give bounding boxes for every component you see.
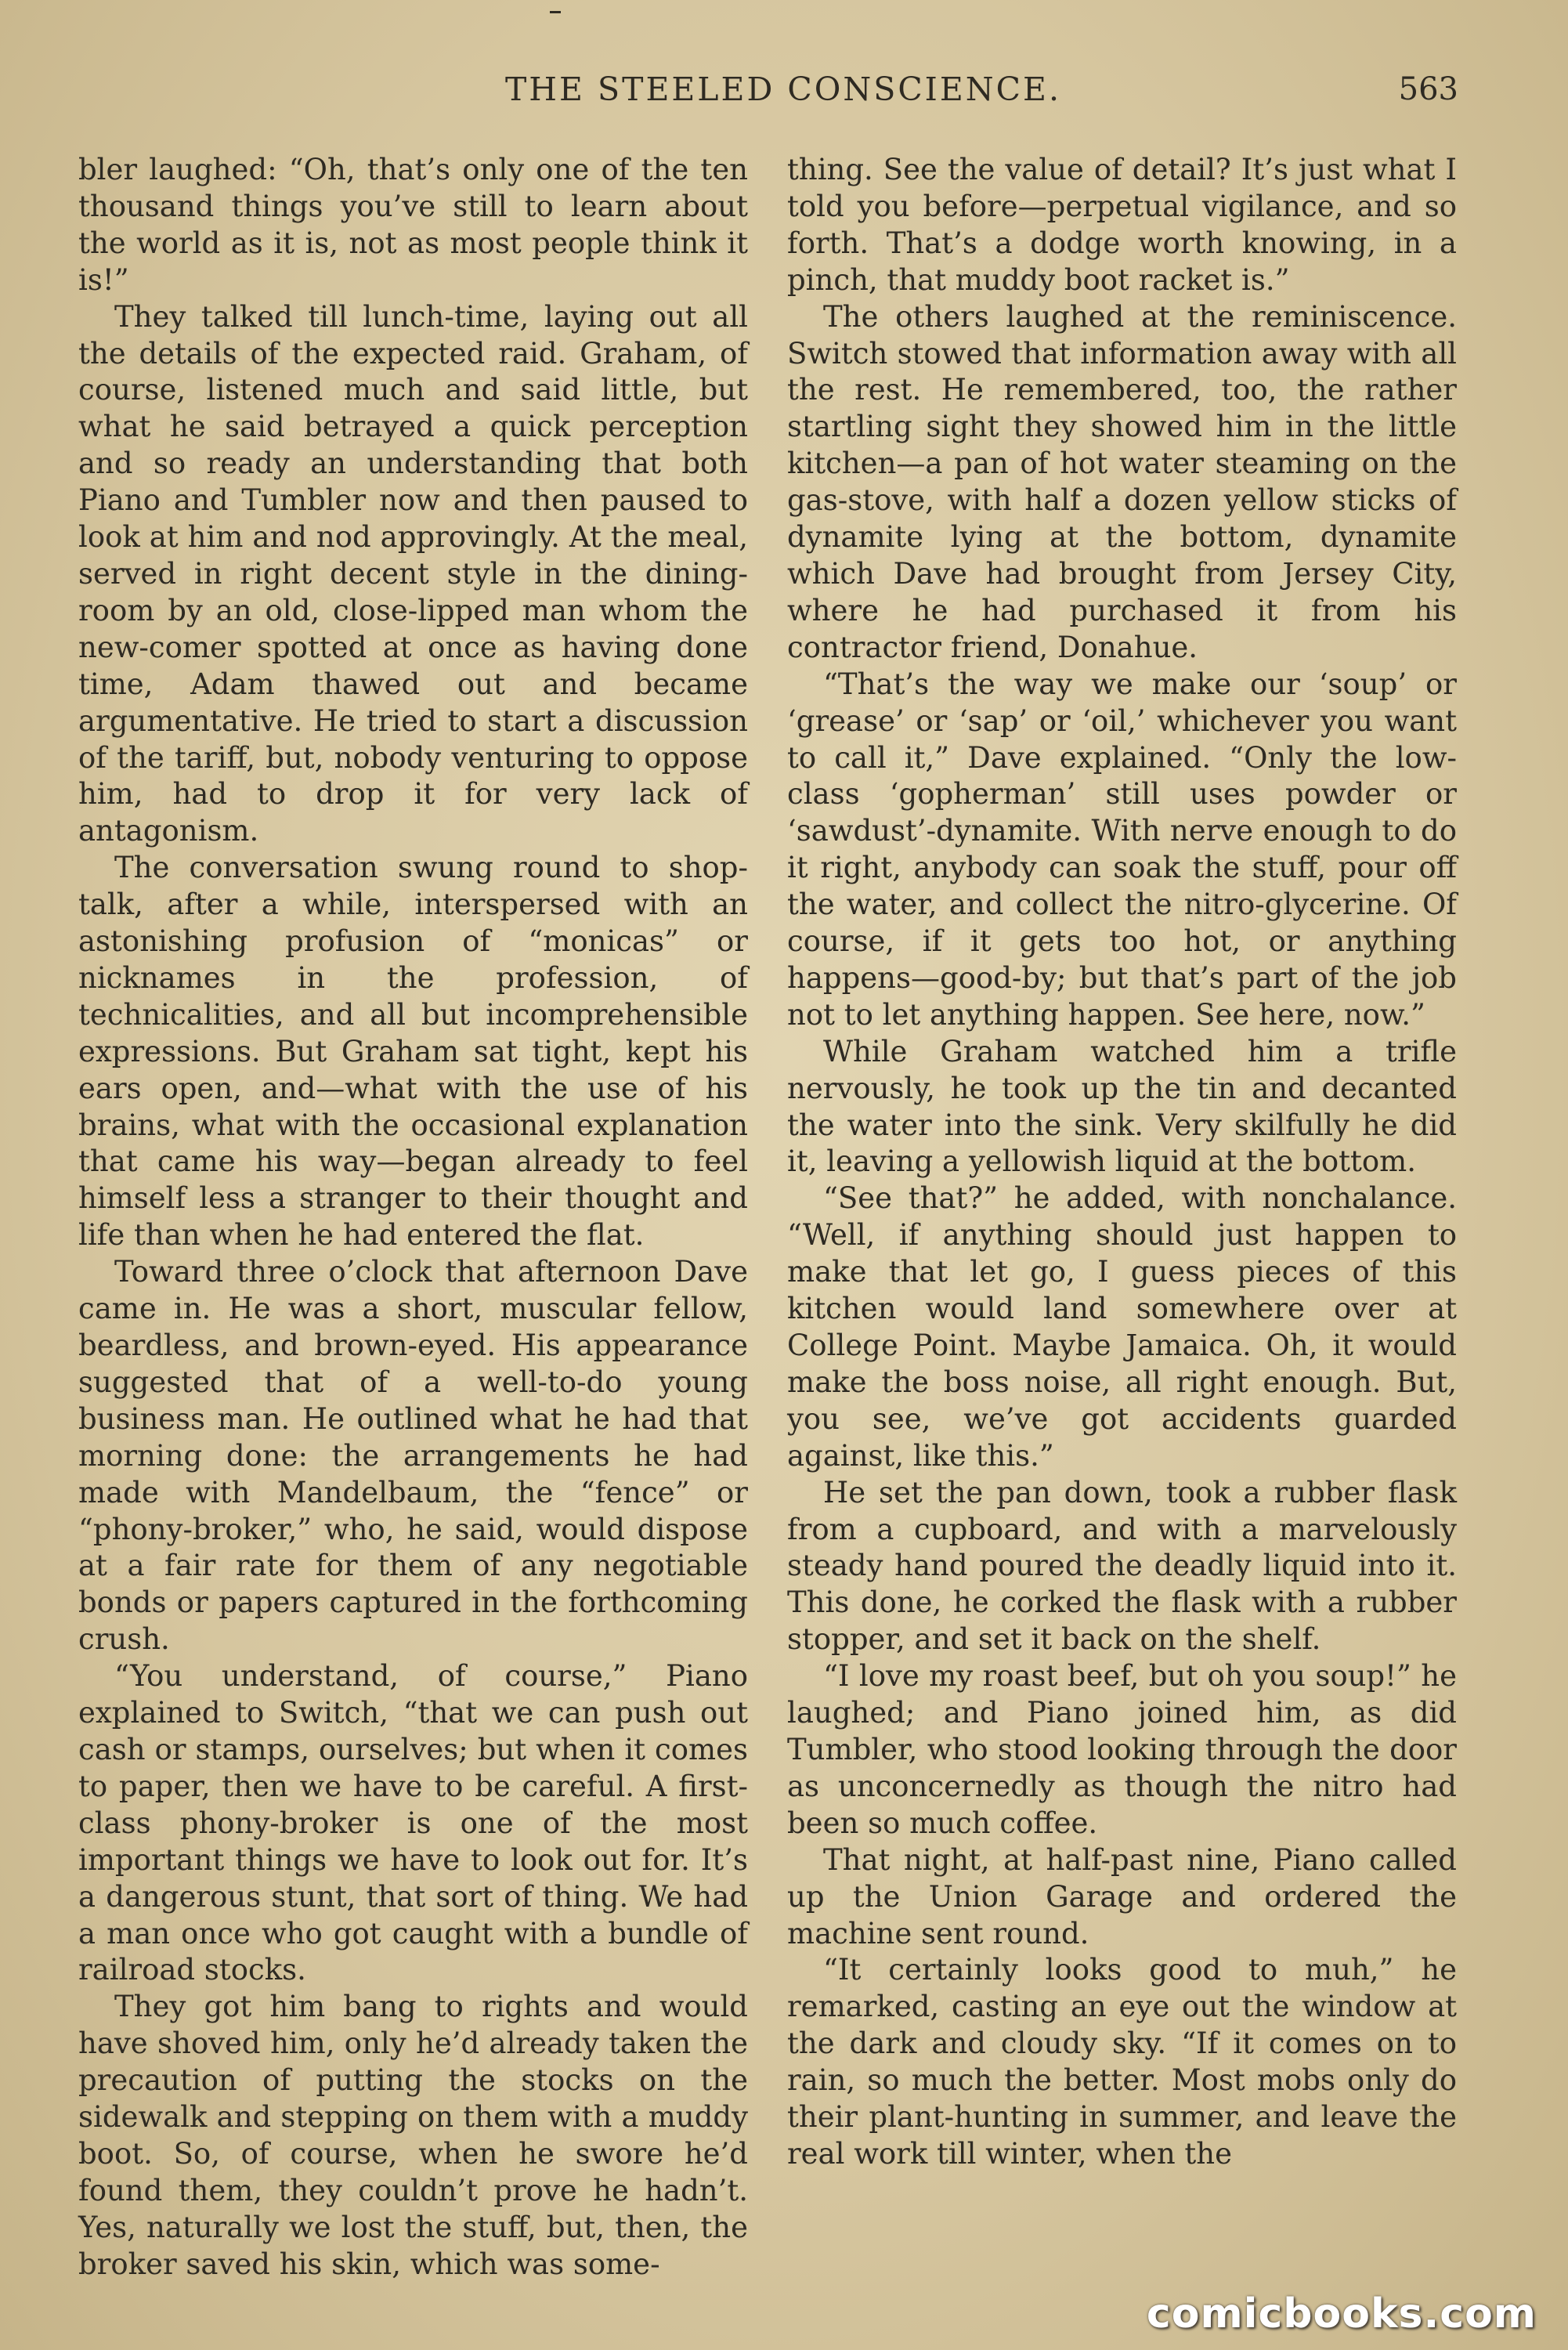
- printer-mark: [550, 11, 561, 13]
- paragraph: While Graham watched him a trifle nervously, he took up the tin and decanted the water into the sink. Very skilfully he did it, leaving a yellowish liquid at the bottom.: [787, 1034, 1457, 1179]
- page-number: 563: [1398, 71, 1458, 107]
- paragraph: thing. See the value of detail? It’s just what I told you before—perpetual vigilance, and so forth. That’s a dodge worth knowing, in a pinch, that muddy boot racket is.”: [787, 153, 1457, 297]
- paragraph: “It certainly looks good to muh,” he remarked, casting an eye out the window at the dark and cloudy sky. “If it comes on to rain, so much the better. Most mobs only do their plant-hunting in summer, and leave the real work till winter, when the: [787, 1953, 1457, 2171]
- paragraph: “That’s the way we make our ‘soup’ or ‘grease’ or ‘sap’ or ‘oil,’ whichever you want to call it,” Dave explained. “Only the low-class ‘gopherman’ still uses powder or ‘sawdust’-dynamite. With nerve enough to do it right, anybody can soak the stuff, pour off the water, and collect the nitro-glycerine. Of course, if it gets too hot, or anything happens—good-by; but that’s part of the job not to let anything happen. See here, now.”: [787, 667, 1457, 1032]
- paragraph: That night, at half-past nine, Piano called up the Union Garage and ordered the machine sent round.: [787, 1842, 1457, 1950]
- paragraph: bler laughed: “Oh, that’s only one of the ten thousand things you’ve still to learn about the world as it is, not as most people think it is!”: [78, 153, 748, 297]
- site-watermark: comicbooks.com: [1146, 2290, 1537, 2337]
- paragraph: “I love my roast beef, but oh you soup!” he laughed; and Piano joined him, as did Tumbler, who stood looking through the door as unconcernedly as though the nitro had been so much coffee.: [787, 1659, 1457, 1840]
- paragraph: “You understand, of course,” Piano explained to Switch, “that we can push out cash or stamps, ourselves; but when it comes to paper, then we have to be careful. A first-class phony-broker is one of the most important things we have to look out for. It’s a dangerous stunt, that sort of thing. We had a man once who got caught with a bundle of railroad stocks.: [78, 1659, 748, 1987]
- paragraph: He set the pan down, took a rubber flask from a cupboard, and with a marvelously steady hand poured the deadly liquid into it. This done, he corked the flask with a rubber stopper, and set it back on the shelf.: [787, 1475, 1457, 1657]
- text-column-left: [78, 152, 748, 2283]
- paragraph: “See that?” he added, with nonchalance. “Well, if anything should just happen to make that let go, I guess pieces of this kitchen would land somewhere over at College Point. Maybe Jamaica. Oh, it would make the boss noise, all right enough. But, you see, we’ve got accidents guarded against, like this.”: [787, 1181, 1457, 1473]
- text-column-right: [787, 152, 1457, 2173]
- paragraph: The others laughed at the reminiscence. Switch stowed that information away with all the rest. He remembered, too, the rather startling sight they showed him in the little kitchen—a pan of hot water steaming on the gas-stove, with half a dozen yellow sticks of dynamite lying at the bottom, dynamite which Dave had brought from Jersey City, where he had purchased it from his contractor friend, Donahue.: [787, 299, 1457, 664]
- paragraph: The conversation swung round to shop-talk, after a while, interspersed with an astonishing profusion of “monicas” or nicknames in the profession, of technicalities, and all but incomprehensible expressions. But Graham sat tight, kept his ears open, and—what with the use of his brains, what with the occasional explanation that came his way—began already to feel himself less a stranger to their thought and life than when he had entered the flat.: [78, 851, 748, 1253]
- paragraph: They got him bang to rights and would have shoved him, only he’d already taken the precaution of putting the stocks on the sidewalk and stepping on them with a muddy boot. So, of course, when he swore he’d found them, they couldn’t prove he hadn’t. Yes, naturally we lost the stuff, but, then, the broker saved his skin, which was some-: [78, 1990, 748, 2281]
- running-title: THE STEELED CONSCIENCE.: [504, 70, 1062, 108]
- paragraph: Toward three o’clock that afternoon Dave came in. He was a short, muscular fellow, beardless, and brown-eyed. His appearance suggested that of a well-to-do young business man. He outlined what he had that morning done: the arrangements he had made with Mandelbaum, the “fence” or “phony-broker,” who, he said, would dispose at a fair rate for them of any negotiable bonds or papers captured in the forthcoming crush.: [78, 1255, 748, 1657]
- paragraph: They talked till lunch-time, laying out all the details of the expected raid. Graham, of course, listened much and said little, but what he said betrayed a quick perception and so ready an understanding that both Piano and Tumbler now and then paused to look at him and nod approvingly. At the meal, served in right decent style in the dining-room by an old, close-lipped man whom the new-comer spotted at once as having done time, Adam thawed out and became argumentative. He tried to start a discussion of the tariff, but, nobody venturing to oppose him, had to drop it for very lack of antagonism.: [78, 299, 748, 848]
- running-head: [0, 66, 1568, 113]
